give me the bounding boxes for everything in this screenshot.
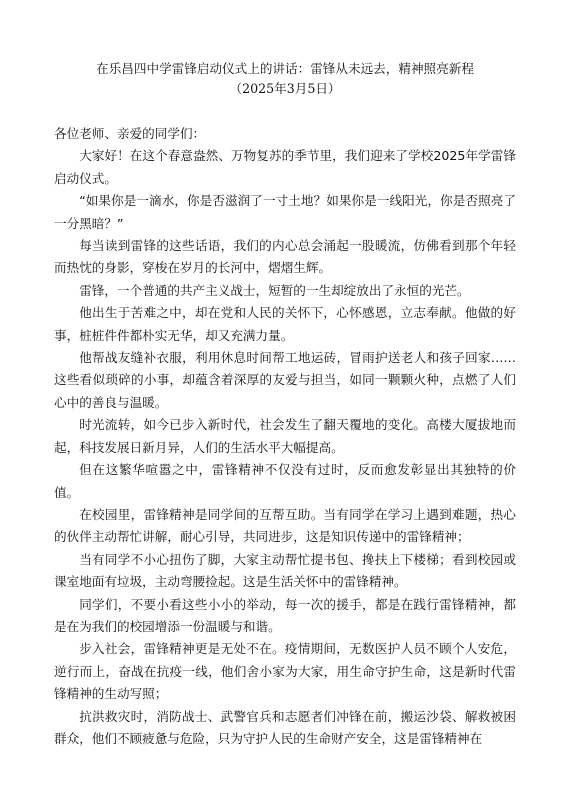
document-body: [54, 123, 516, 750]
paragraph: 他帮战友缝补衣服，利用休息时间帮工地运砖，冒雨护送老人和孩子回家……这些看似琐碎的小事，却蕴含着深厚的友爱与担当，如同一颗颗火种，点燃了人们心中的善良与温暖。: [54, 350, 516, 410]
paragraph: 时光流转，如今已步入新时代，社会发生了翻天覆地的变化。高楼大厦拔地而起，科技发展日新月异，人们的生活水平大幅提高。: [54, 417, 516, 455]
salutation: 各位老师、亲爱的同学们：: [54, 126, 206, 141]
paragraph: 步入社会，雷锋精神更是无处不在。疫情期间，无数医护人员不顾个人安危，逆行而上，奋战在抗疫一线，他们舍小家为大家，用生命守护生命，这是新时代雷锋精神的生动写照；: [54, 641, 516, 702]
paragraph: 他出生于苦难之中，却在党和人民的关怀下，心怀感恩，立志奉献。他做的好事，桩桩件件都朴实无华，却又充满力量。: [54, 305, 516, 343]
paragraph: 当有同学不小心扭伤了脚，大家主动帮忙提书包、搀扶上下楼梯；看到校园或课室地面有垃圾，主动弯腰捡起。这是生活关怀中的雷锋精神。: [54, 551, 516, 590]
document-title: 在乐昌四中学雷锋启动仪式上的讲话：雷锋从未远去，精神照亮新程: [96, 61, 474, 76]
paragraph: 大家好！在这个春意盎然、万物复苏的季节里，我们迎来了学校2025年学雷锋启动仪式。: [54, 148, 516, 186]
paragraph: “如果你是一滴水，你是否滋润了一寸土地？如果你是一线阳光，你是否照亮了一分黑暗？”: [54, 193, 516, 231]
document-date: （2025年3月5日）: [229, 81, 341, 96]
paragraph: 但在这繁华喧嚣之中，雷锋精神不仅没有过时，反而愈发彰显出其独特的价值。: [54, 462, 516, 500]
paragraph: 抗洪救灾时，消防战士、武警官兵和志愿者们冲锋在前，搬运沙袋、解救被困群众，他们不顾疲惫与危险，只为守护人民的生命财产安全，这是雷锋精神在: [54, 708, 516, 746]
paragraph: 在校园里，雷锋精神是同学间的互帮互助。当有同学在学习上遇到难题，热心的伙伴主动帮忙讲解，耐心引导，共同进步，这是知识传递中的雷锋精神；: [54, 506, 516, 545]
paragraph: 雷锋，一个普通的共产主义战士，短暂的一生却绽放出了永恒的光芒。: [79, 282, 470, 298]
paragraph: 同学们，不要小看这些小小的举动，每一次的援手，都是在践行雷锋精神，都是在为我们的校园增添一份温暖与和谐。: [54, 596, 516, 634]
paragraph: 每当读到雷锋的这些话语，我们的内心总会涌起一股暖流，仿佛看到那个年轻而热忱的身影，穿梭在岁月的长河中，熠熠生辉。: [54, 238, 516, 276]
